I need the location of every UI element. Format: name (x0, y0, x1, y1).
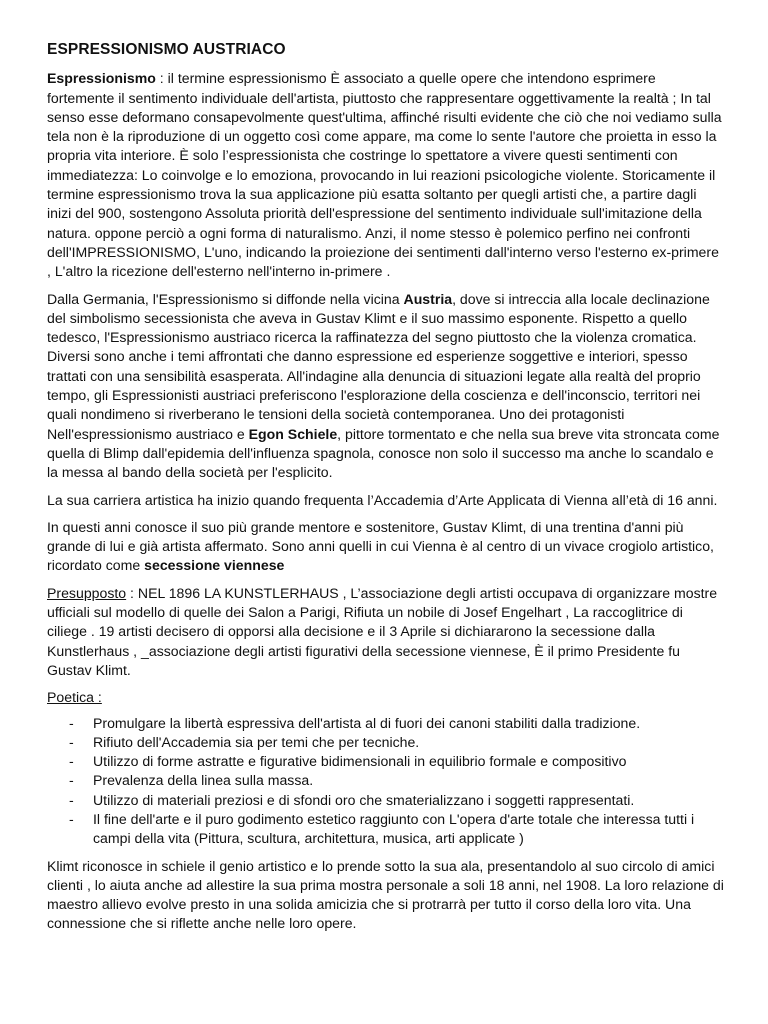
presupposto-blank: _ (141, 642, 149, 659)
list-item-text: Il fine dell'arte e il puro godimento estetico raggiunto con L'opera d'arte totale che interessa tutti i campi della vita (Pittura, scultura, architettura, musica, arti applicate ) (93, 810, 695, 847)
list-item (47, 733, 724, 752)
paragraph-presupposto (47, 584, 724, 680)
definition-text: : il termine espressionismo È associato a quelle opere che intendono esprimere fortemente il sentimento individuale dell'artista, piuttosto che rappresentare oggettivamente la realtà ; In tal senso esse deformano consapevolmente quest'ultima, affinché risulti evidente che ciò che noi vediamo sulla tela non è la riproduzione di un oggetto così come appare, ma come lo sente l'autore che proietta in esso la propria vita interiore. È solo l’espressionista che costringe lo spettatore a vivere questi sentimenti con immediatezza: Lo coinvolge e lo emoziona, provocando in lui reazioni psicologiche violente. Storicamente il termine espressionismo trova la sua applicazione più esatta soltanto per quegli artisti che, a partire dagli inizi del 900, sostengono Assoluta priorità dell'espressione del sentimento individuale sull'imitazione della natura. oppone perciò a ogni forma di naturalismo. Anzi, il nome stesso è polemico perfino nei confronti dell'IMPRESSIONISMO, L'uno, indicando la proiezione dei sentimenti dall'interno verso l'esterno ex-primere , L'altro la ricezione dell'esterno nell'interno in-primere . (47, 70, 722, 280)
document-title: ESPRESSIONISMO AUSTRIACO (47, 41, 286, 58)
list-item-text: Promulgare la libertà espressiva dell'artista al di fuori dei canoni stabiliti dalla tradizione. (93, 714, 641, 731)
austria-text-c: , pittore tormentato e che nella sua breve vita stroncata come quella di Blimp dall'epidemia dell'influenza spagnola, conosce non solo il successo ma anche lo scandalo e la messa al bando della società per l'esplicito. (47, 425, 720, 481)
mentor-text: In questi anni conosce il suo più grande mentore e sostenitore, Gustav Klimt, di una trentina d'anni più grande di lui e già artista affermato. Sono anni quelli in cui Vienna è al centro di un vivace crogiolo artistico, ricordato come (47, 518, 714, 574)
list-item (47, 810, 724, 849)
list-dash: - (69, 791, 74, 808)
list-dash: - (69, 733, 74, 750)
austria-text-b: , dove si intreccia alla locale declinazione del simbolismo secessionista che aveva in Gustav Klimt e il suo massimo esponente. Rispetto a quello tedesco, l'Espressionismo austriaco ricerca la raffinatezza del segno piuttosto che la violenza cromatica. Diversi sono anche i temi affrontati che danno espressione ed esperienze soggettive e interiori, spesso trattati con una sensibilità esasperata. All'indagine alla denuncia di situazioni legate alla realtà del proprio tempo, gli Espressionisti austriaci preferiscono l'esplorazione della coscienza e dell'inconscio, territori nei quali nondimeno si riverberano le tensioni della società contemporanea. Uno dei protagonisti Nell'espressionismo austriaco e (47, 290, 710, 442)
poetica-label: Poetica : (47, 689, 102, 706)
austria-text-a: Dalla Germania, l'Espressionismo si diffonde nella vicina (47, 290, 404, 307)
term-austria: Austria (403, 290, 453, 307)
paragraph-austria (47, 290, 724, 483)
list-item-text: Utilizzo di materiali preziosi e di sfondi oro che smaterializzano i soggetti rappresentati. (93, 791, 635, 808)
list-dash: - (69, 714, 74, 731)
list-item (47, 752, 724, 771)
term-espressionismo: Espressionismo (47, 70, 156, 87)
list-dash: - (69, 753, 74, 770)
presupposto-label: Presupposto (47, 584, 127, 601)
list-item-text: Rifiuto dell'Accademia sia per temi che per tecniche. (93, 733, 420, 750)
list-item (47, 714, 724, 733)
paragraph-mentor (47, 518, 724, 576)
paragraph-klimt-schiele: Klimt riconosce in schiele il genio artistico e lo prende sotto la sua ala, presentandolo al suo circolo di amici clienti , lo aiuta anche ad allestire la sua prima mostra personale a soli 18 anni, nel 1908. La loro relazione di maestro allievo evolve presto in una solida amicizia che si protrarrà per tutto il corso della loro vita. Una connessione che si riflette anche nelle loro opere. (47, 857, 724, 932)
term-secessione-viennese: secessione viennese (144, 557, 285, 574)
list-item-text: Prevalenza della linea sulla massa. (93, 772, 314, 789)
list-item (47, 771, 724, 790)
list-item-text: Utilizzo di forme astratte e figurative bidimensionali in equilibrio formale e compositivo (93, 753, 627, 770)
list-dash: - (69, 810, 74, 827)
paragraph-career: La sua carriera artistica ha inizio quando frequenta l’Accademia d’Arte Applicata di Vienna all’età di 16 anni. (47, 491, 718, 508)
paragraph-definition (47, 69, 724, 281)
list-item (47, 791, 724, 810)
list-dash: - (69, 772, 74, 789)
term-egon-schiele: Egon Schiele (248, 425, 338, 442)
poetica-list (47, 714, 724, 849)
presupposto-text-a: : NEL 1896 LA KUNSTLERHAUS , L’associazione degli artisti occupava di organizzare mostre ufficiali sul modello di quelle dei Salon a Parigi, Rifiuta un nobile di Josef Engelhart , La raccoglitrice di ciliege . 19 artisti decisero di opporsi alla decisione e il 3 Aprile si dichiararono la secessione dalla Kunstlerhaus , (47, 584, 718, 659)
presupposto-text-b: associazione degli artisti figurativi della secessione viennese, È il primo Presidente fu Gustav Klimt. (47, 642, 680, 678)
poetica-heading (47, 688, 724, 707)
